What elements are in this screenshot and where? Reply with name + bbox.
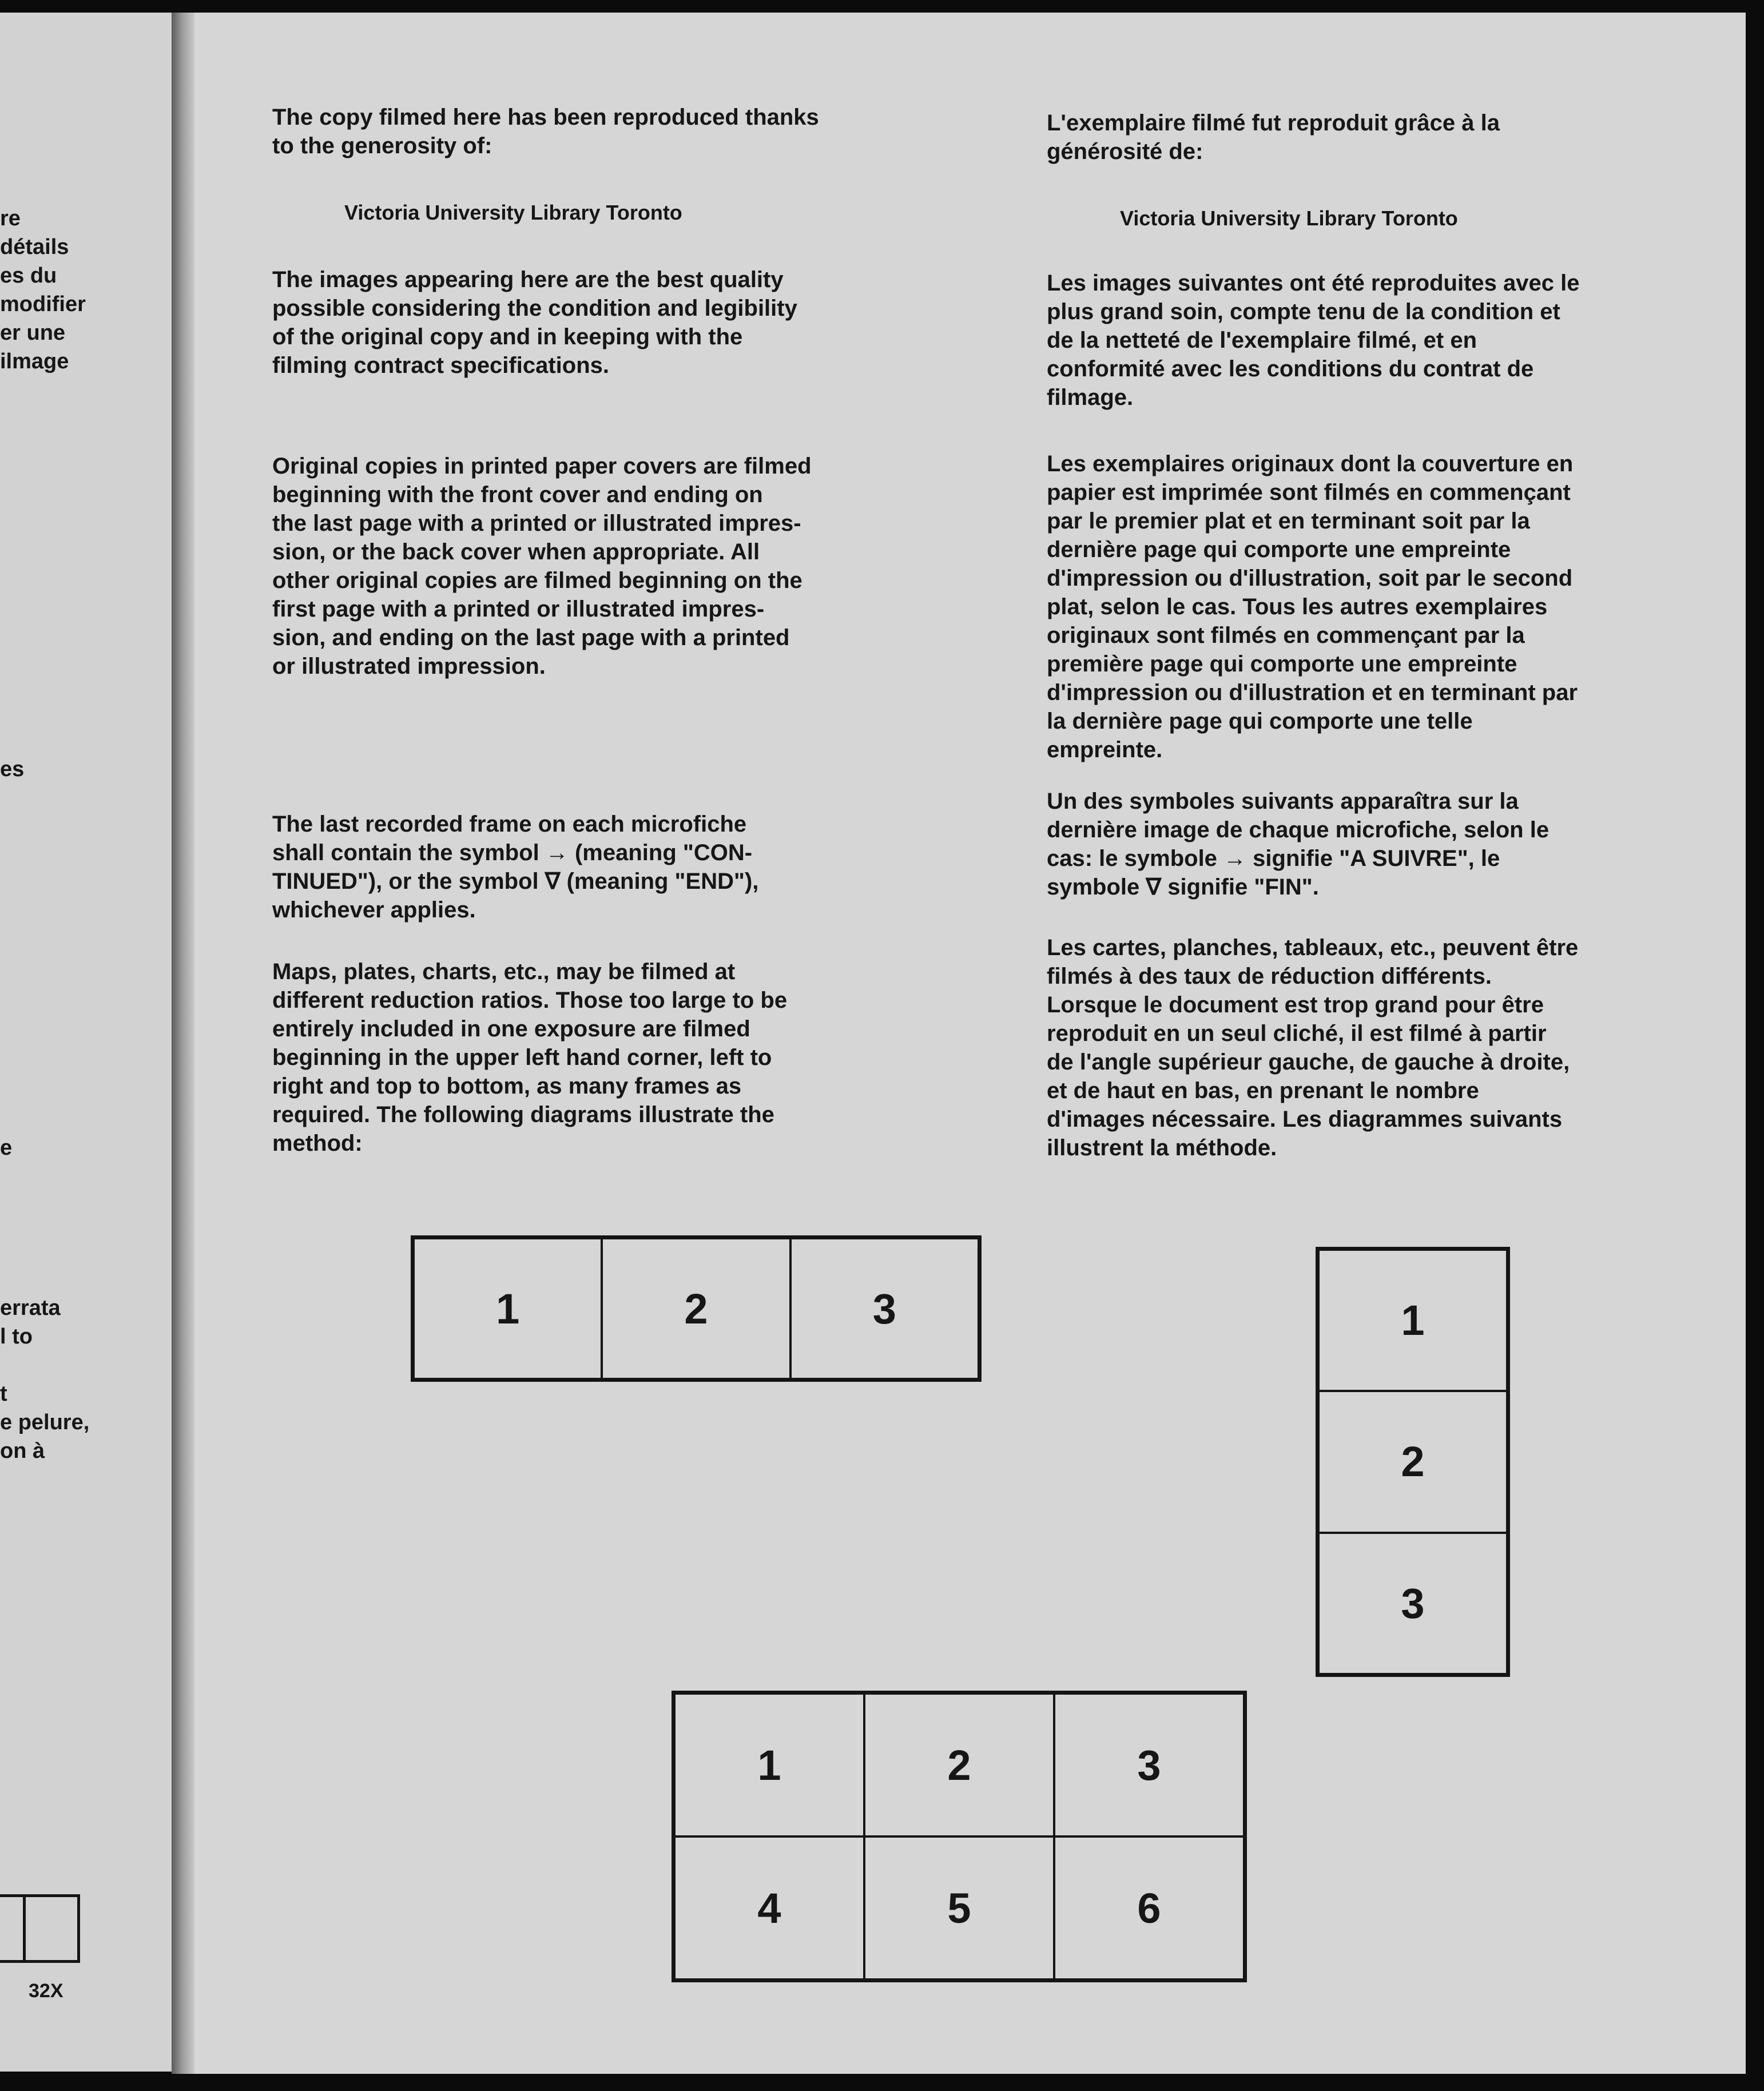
text-line: beginning in the upper left hand corner, left to — [272, 1045, 772, 1070]
french-column — [1047, 109, 1676, 1162]
french-quality-paragraph — [1047, 269, 1676, 412]
text-line: possible considering the condition and legibility — [272, 296, 797, 321]
text-line: of the original copy and in keeping with the — [272, 324, 743, 349]
fragment-line: er une — [0, 321, 66, 345]
text-line: whichever applies. — [272, 897, 476, 923]
text-line: Les cartes, planches, tableaux, etc., peuvent être — [1047, 935, 1579, 960]
text-line: illustrent la méthode. — [1047, 1135, 1277, 1160]
text-line: or illustrated impression. — [272, 654, 546, 679]
frame-cell: 6 — [1054, 1836, 1244, 1979]
errata-line — [0, 1351, 89, 1380]
text-line: d'impression ou d'illustration, soit par le second — [1047, 566, 1573, 591]
text-line: par le premier plat et en terminant soit par la — [1047, 508, 1530, 534]
text-line: la dernière page qui comporte une telle — [1047, 709, 1473, 734]
english-maps-paragraph — [272, 957, 901, 1158]
frame-cell: 3 — [1318, 1533, 1507, 1674]
errata-line: l to — [0, 1325, 33, 1349]
french-credit — [1120, 206, 1676, 231]
french-maps-paragraph — [1047, 933, 1676, 1162]
text-line: Lorsque le document est trop grand pour être — [1047, 992, 1544, 1017]
text-line: TINUED"), or the symbol ∇ (meaning "END"), — [272, 869, 759, 894]
text-line: entirely included in one exposure are filmed — [272, 1016, 750, 1041]
text-line: L'exemplaire filmé fut reproduit grâce à la — [1047, 110, 1500, 136]
fragment-line: es du — [0, 264, 57, 288]
text-line: d'impression ou d'illustration et en terminant par — [1047, 680, 1578, 705]
frame-cell: 2 — [864, 1694, 1054, 1836]
text-line: conformité avec les conditions du contrat de — [1047, 356, 1534, 381]
reduction-chart-divider — [23, 1897, 26, 1960]
french-symbols-paragraph — [1047, 787, 1676, 901]
english-intro — [272, 103, 901, 160]
fragment-es: es — [0, 757, 25, 781]
text-line: required. The following diagrams illustrate the — [272, 1102, 774, 1127]
frame-cell: 1 — [674, 1694, 864, 1836]
text-line: de la netteté de l'exemplaire filmé, et en — [1047, 328, 1477, 353]
page-spine-shadow — [172, 13, 194, 2074]
horizontal-frames-diagram — [411, 1235, 982, 1382]
errata-line: e pelure, — [0, 1410, 90, 1434]
library-credit: Victoria University Library Toronto — [1120, 206, 1458, 230]
text-line: et de haut en bas, en prenant le nombre — [1047, 1078, 1479, 1103]
errata-line: on à — [0, 1439, 45, 1463]
fragment-e: e — [0, 1136, 13, 1160]
errata-line: t — [0, 1382, 7, 1406]
text-line: plus grand soin, compte tenu de la condition et — [1047, 299, 1560, 324]
text-line: filming contract specifications. — [272, 353, 610, 378]
reduction-ratio-label: 32X — [29, 1980, 63, 2002]
text-line: sion, or the back cover when appropriate. All — [272, 539, 760, 565]
text-line: Les images suivantes ont été reproduites avec le — [1047, 271, 1580, 296]
text-line: reproduit en un seul cliché, il est filmé à partir — [1047, 1021, 1547, 1046]
english-symbols-paragraph — [272, 810, 901, 924]
text-line: de l'angle supérieur gauche, de gauche à droite, — [1047, 1050, 1570, 1075]
text-line: Maps, plates, charts, etc., may be filmed at — [272, 959, 736, 984]
frame-cell: 5 — [864, 1836, 1054, 1979]
text-line: other original copies are filmed beginning on the — [272, 568, 802, 593]
fragment-line: modifier — [0, 292, 86, 316]
text-line: dernière page qui comporte une empreinte — [1047, 537, 1511, 562]
text-line: d'images nécessaire. Les diagrammes suivants — [1047, 1107, 1563, 1132]
frame-cell: 2 — [1318, 1391, 1507, 1532]
fragment-line: ilmage — [0, 349, 69, 373]
text-line: method: — [272, 1131, 363, 1156]
film-bottom-edge — [0, 2074, 1764, 2091]
six-frames-diagram — [672, 1691, 1247, 1982]
frame-cell: 3 — [1054, 1694, 1244, 1836]
frame-cell: 2 — [602, 1238, 790, 1379]
text-line: the last page with a printed or illustrated impres- — [272, 511, 801, 536]
text-line: plat, selon le cas. Tous les autres exemplaires — [1047, 594, 1548, 619]
text-line: filmés à des taux de réduction différents. — [1047, 964, 1492, 989]
text-line: Un des symboles suivants apparaîtra sur la — [1047, 789, 1519, 814]
english-quality-paragraph — [272, 265, 901, 380]
english-originals-paragraph — [272, 452, 901, 681]
library-credit: Victoria University Library Toronto — [344, 201, 682, 224]
text-line: dernière image de chaque microfiche, selon le — [1047, 817, 1550, 842]
french-originals-paragraph — [1047, 450, 1676, 764]
text-line: première page qui comporte une empreinte — [1047, 651, 1517, 677]
text-line: different reduction ratios. Those too large to be — [272, 988, 788, 1013]
reduction-chart-box — [0, 1894, 80, 1963]
text-line: first page with a printed or illustrated impres- — [272, 597, 765, 622]
text-line: to the generosity of: — [272, 133, 492, 158]
fragment-line: re — [0, 206, 21, 230]
vertical-frames-diagram — [1316, 1247, 1510, 1677]
left-errata-lines — [0, 1294, 89, 1465]
text-line: right and top to bottom, as many frames as — [272, 1074, 742, 1099]
text-line: The last recorded frame on each microfiche — [272, 812, 747, 837]
text-line: générosité de: — [1047, 139, 1203, 164]
english-column — [272, 103, 901, 1158]
errata-line: errata — [0, 1296, 61, 1320]
frame-cell: 1 — [1318, 1250, 1507, 1391]
text-line: Les exemplaires originaux dont la couverture en — [1047, 451, 1574, 476]
text-line: shall contain the symbol → (meaning "CON- — [272, 840, 753, 865]
text-line: originaux sont filmés en commençant par la — [1047, 623, 1525, 648]
text-line: filmage. — [1047, 385, 1134, 410]
text-line: symbole ∇ signifie "FIN". — [1047, 874, 1319, 900]
text-line: papier est imprimée sont filmés en commençant — [1047, 480, 1571, 505]
english-credit — [344, 200, 901, 225]
left-fragment-lines — [0, 204, 86, 376]
fragment-line: détails — [0, 235, 69, 259]
text-line: The images appearing here are the best quality — [272, 267, 784, 292]
frame-cell: 1 — [414, 1238, 602, 1379]
left-page-fragment — [0, 13, 172, 2072]
text-line: The copy filmed here has been reproduced thanks — [272, 105, 819, 130]
text-line: cas: le symbole → signifie "A SUIVRE", le — [1047, 846, 1500, 871]
french-intro — [1047, 109, 1676, 166]
text-line: Original copies in printed paper covers are filmed — [272, 454, 812, 479]
text-line: empreinte. — [1047, 737, 1163, 762]
frame-cell: 4 — [674, 1836, 864, 1979]
frame-cell: 3 — [790, 1238, 979, 1379]
text-line: beginning with the front cover and ending on — [272, 482, 763, 507]
text-line: sion, and ending on the last page with a printed — [272, 625, 790, 650]
